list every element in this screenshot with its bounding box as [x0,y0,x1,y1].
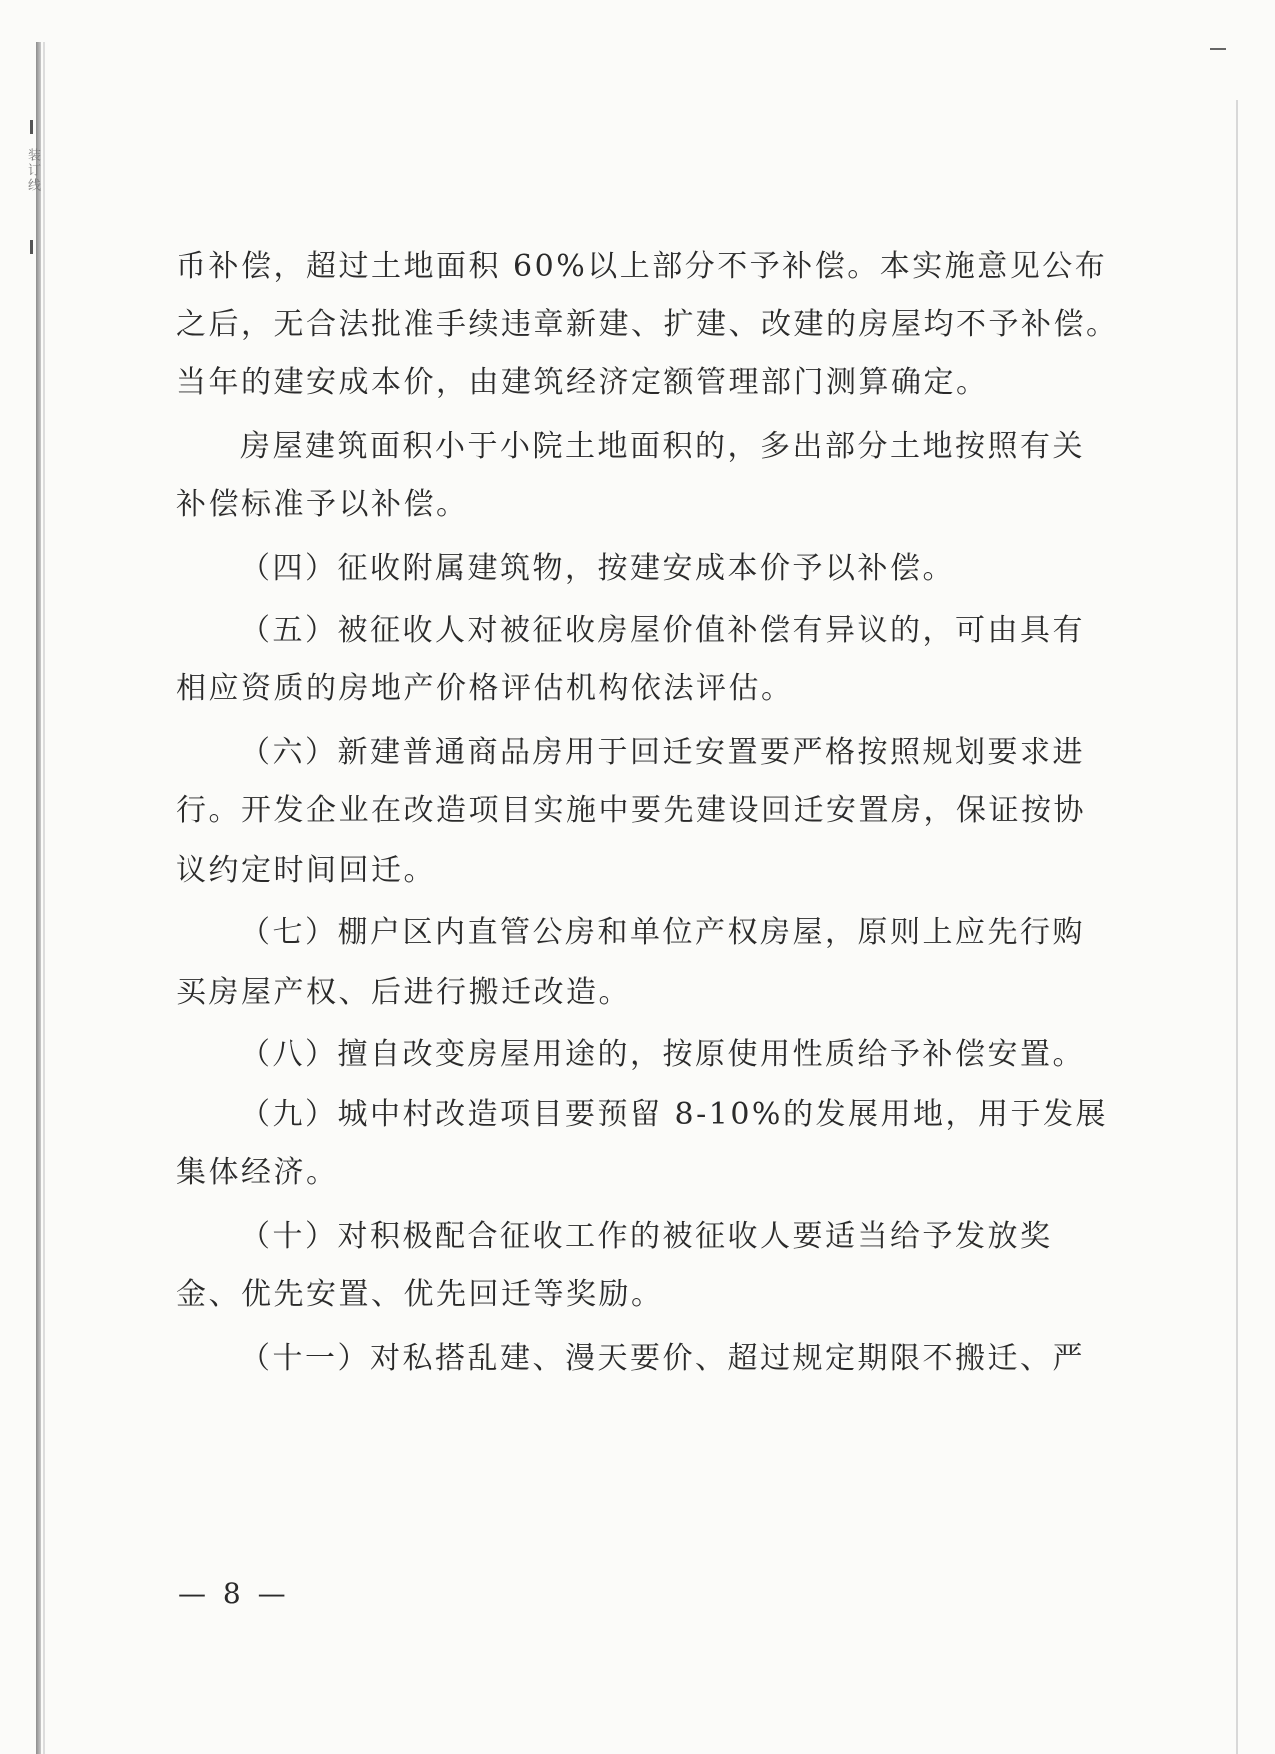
text-line: 币补偿，超过土地面积 60%以上部分不予补偿。本实施意见公布 [176,249,1108,284]
text-line: 房屋建筑面积小于小院土地面积的，多出部分土地按照有关 [240,429,1085,464]
text-line: （五）被征收人对被征收房屋价值补偿有异议的，可由具有 [240,613,1085,648]
scan-right-edge [1236,100,1238,1754]
scan-left-edge-shadow [43,42,45,1754]
text-line: 行。开发企业在改造项目实施中要先建设回迁安置房，保证按协 [176,793,1086,828]
binding-mark: 装订线 [25,148,40,193]
corner-dash [1210,48,1226,50]
text-line: 之后，无合法批准手续违章新建、扩建、改建的房屋均不予补偿。 [176,307,1119,342]
text-line: 集体经济。 [176,1155,339,1190]
text-line: 买房屋产权、后进行搬迁改造。 [176,975,631,1010]
text-line: 补偿标准予以补偿。 [176,487,469,522]
text-line: （六）新建普通商品房用于回迁安置要严格按照规划要求进 [240,735,1085,770]
text-line: 当年的建安成本价，由建筑经济定额管理部门测算确定。 [176,365,989,400]
text-line: （四）征收附属建筑物，按建安成本价予以补偿。 [240,551,955,586]
text-line: （七）棚户区内直管公房和单位产权房屋，原则上应先行购 [240,915,1085,950]
binding-tick-bottom [30,240,33,254]
text-line: （九）城中村改造项目要预留 8-10%的发展用地，用于发展 [240,1097,1108,1132]
scan-left-edge [36,42,41,1754]
binding-tick-top [30,120,33,134]
text-line: （十一）对私搭乱建、漫天要价、超过规定期限不搬迁、严 [240,1341,1085,1376]
text-line: （八）擅自改变房屋用途的，按原使用性质给予补偿安置。 [240,1037,1085,1072]
page-number: — 8 — [178,1577,290,1610]
text-line: （十）对积极配合征收工作的被征收人要适当给予发放奖 [240,1219,1053,1254]
text-line: 议约定时间回迁。 [176,853,436,888]
text-line: 相应资质的房地产价格评估机构依法评估。 [176,671,794,706]
text-line: 金、优先安置、优先回迁等奖励。 [176,1277,664,1312]
